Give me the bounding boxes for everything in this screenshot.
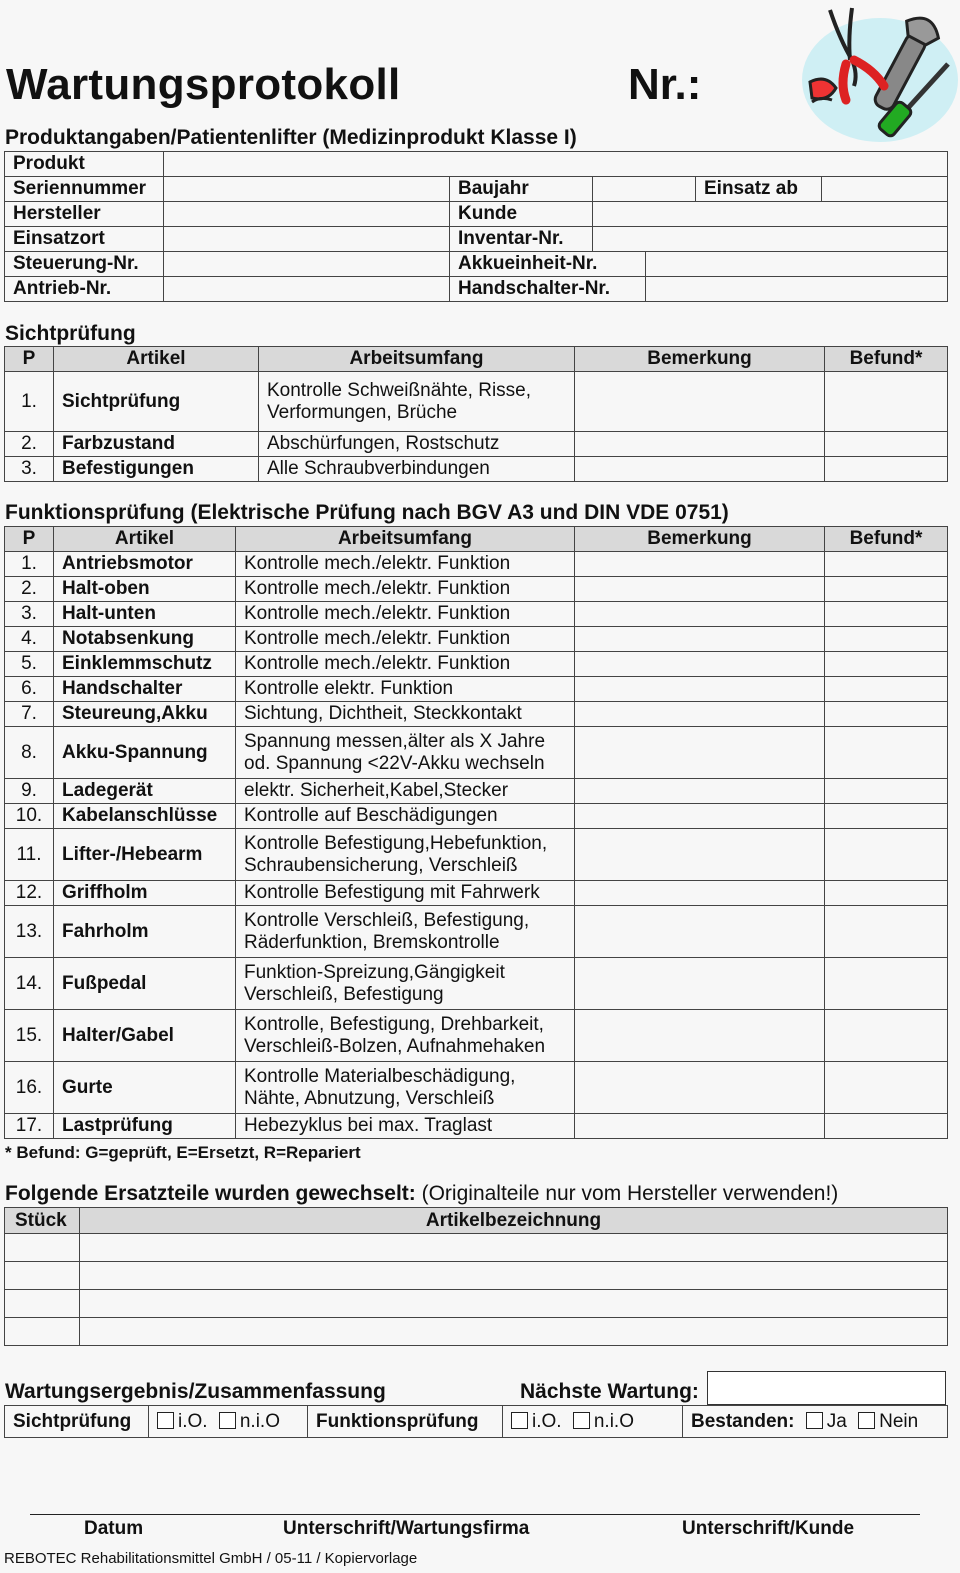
col-artikel: Artikel	[54, 527, 236, 552]
row-befund[interactable]	[825, 804, 948, 829]
row-umfang: Kontrolle Verschleiß, Befestigung, Räderfunktion, Bremskontrolle	[236, 906, 575, 958]
row-bemerkung[interactable]	[575, 1062, 825, 1114]
sicht-result-options	[149, 1406, 308, 1438]
funktion-heading: Funktionsprüfung (Elektrische Prüfung nach BGV A3 und DIN VDE 0751)	[5, 501, 729, 524]
col-artikelbezeichnung: Artikelbezeichnung	[80, 1208, 948, 1234]
row-artikel: Handschalter	[54, 677, 236, 702]
next-maintenance-field[interactable]	[707, 1371, 946, 1405]
row-bemerkung[interactable]	[575, 602, 825, 627]
row-bemerkung[interactable]	[575, 881, 825, 906]
row-umfang: Sichtung, Dichtheit, Steckkontakt	[236, 702, 575, 727]
row-umfang: Kontrolle mech./elektr. Funktion	[236, 602, 575, 627]
row-number: 5.	[5, 652, 54, 677]
antrieb-label: Antrieb-Nr.	[5, 277, 164, 302]
row-umfang: Kontrolle mech./elektr. Funktion	[236, 652, 575, 677]
row-number: 1.	[5, 372, 54, 432]
sicht-io-label: i.O.	[178, 1410, 208, 1432]
row-bemerkung[interactable]	[575, 652, 825, 677]
row-number: 2.	[5, 577, 54, 602]
ersatz-heading	[5, 1182, 838, 1206]
row-artikel: Steureung,Akku	[54, 702, 236, 727]
row-befund[interactable]	[825, 1062, 948, 1114]
table-row	[5, 779, 948, 804]
table-row	[5, 829, 948, 881]
row-number: 10.	[5, 804, 54, 829]
next-maintenance-label: Nächste Wartung:	[520, 1380, 699, 1403]
ja-label: Ja	[826, 1410, 847, 1432]
stueck-field[interactable]	[5, 1318, 80, 1346]
row-bemerkung[interactable]	[575, 727, 825, 779]
col-befund: Befund*	[825, 347, 948, 372]
row-number: 8.	[5, 727, 54, 779]
row-umfang: Spannung messen,älter als X Jahre od. Spannung <22V-Akku wechseln	[236, 727, 575, 779]
stueck-field[interactable]	[5, 1262, 80, 1290]
row-bemerkung[interactable]	[575, 906, 825, 958]
einsatz-ab-label: Einsatz ab	[696, 177, 822, 202]
row-number: 9.	[5, 779, 54, 804]
tools-illustration	[790, 2, 958, 150]
row-befund[interactable]	[825, 677, 948, 702]
ja-checkbox[interactable]	[806, 1412, 823, 1429]
row-befund[interactable]	[825, 577, 948, 602]
artikel-field[interactable]	[80, 1262, 948, 1290]
funktion-io-checkbox[interactable]	[511, 1412, 528, 1429]
row-befund[interactable]	[825, 881, 948, 906]
funktion-nio-checkbox[interactable]	[573, 1412, 590, 1429]
row-number: 1.	[5, 552, 54, 577]
row-bemerkung[interactable]	[575, 829, 825, 881]
ergebnis-heading: Wartungsergebnis/Zusammenfassung	[5, 1380, 386, 1403]
row-artikel: Halt-oben	[54, 577, 236, 602]
row-bemerkung[interactable]	[575, 552, 825, 577]
row-artikel: Einklemmschutz	[54, 652, 236, 677]
row-umfang: Kontrolle Befestigung,Hebefunktion, Schraubensicherung, Verschleiß	[236, 829, 575, 881]
table-row	[5, 1062, 948, 1114]
row-befund[interactable]	[825, 457, 948, 482]
einsatzort-field[interactable]	[164, 227, 450, 252]
baujahr-field[interactable]	[593, 177, 696, 202]
table-row	[5, 432, 948, 457]
product-table	[4, 151, 948, 302]
row-artikel: Halter/Gabel	[54, 1010, 236, 1062]
row-befund[interactable]	[825, 432, 948, 457]
stueck-field[interactable]	[5, 1234, 80, 1262]
table-row	[5, 1114, 948, 1139]
nein-checkbox[interactable]	[858, 1412, 875, 1429]
row-artikel: Sichtprüfung	[54, 372, 259, 432]
col-stueck: Stück	[5, 1208, 80, 1234]
row-number: 3.	[5, 602, 54, 627]
steuerung-label: Steuerung-Nr.	[5, 252, 164, 277]
sicht-heading: Sichtprüfung	[5, 322, 136, 345]
col-arbeitsumfang: Arbeitsumfang	[236, 527, 575, 552]
col-bemerkung: Bemerkung	[575, 527, 825, 552]
footer-credit: REBOTEC Rehabilitationsmittel GmbH / 05-11 / Kopiervorlage	[4, 1550, 418, 1567]
row-number: 6.	[5, 677, 54, 702]
ersatz-heading-bold: Folgende Ersatzteile wurden gewechselt:	[5, 1182, 416, 1205]
row-number: 4.	[5, 627, 54, 652]
funktion-nio-label: n.i.O	[593, 1410, 634, 1432]
row-umfang: Abschürfungen, Rostschutz	[259, 432, 575, 457]
einsatz-ab-field[interactable]	[822, 177, 948, 202]
signature-customer-label: Unterschrift/Kunde	[682, 1518, 855, 1539]
col-arbeitsumfang: Arbeitsumfang	[259, 347, 575, 372]
row-number: 13.	[5, 906, 54, 958]
col-p: P	[5, 347, 54, 372]
befund-footnote: * Befund: G=geprüft, E=Ersetzt, R=Repariert	[5, 1143, 361, 1162]
table-row	[5, 906, 948, 958]
table-row	[5, 677, 948, 702]
seriennummer-label: Seriennummer	[5, 177, 164, 202]
table-row	[5, 602, 948, 627]
row-umfang: Alle Schraubverbindungen	[259, 457, 575, 482]
col-artikel: Artikel	[54, 347, 259, 372]
row-befund[interactable]	[825, 727, 948, 779]
handschalter-label: Handschalter-Nr.	[450, 277, 646, 302]
table-row	[5, 577, 948, 602]
col-bemerkung: Bemerkung	[575, 347, 825, 372]
table-row	[5, 727, 948, 779]
row-befund[interactable]	[825, 829, 948, 881]
ersatz-table	[4, 1207, 948, 1346]
sicht-nio-label: n.i.O	[239, 1410, 280, 1432]
row-befund[interactable]	[825, 702, 948, 727]
row-bemerkung[interactable]	[575, 702, 825, 727]
col-p: P	[5, 527, 54, 552]
ergebnis-table	[4, 1405, 948, 1438]
sicht-io-checkbox[interactable]	[157, 1412, 174, 1429]
row-befund[interactable]	[825, 602, 948, 627]
row-bemerkung[interactable]	[575, 627, 825, 652]
product-heading: Produktangaben/Patientenlifter (Medizinprodukt Klasse I)	[5, 126, 577, 149]
funktion-table	[4, 526, 948, 1139]
handschalter-field[interactable]	[646, 277, 948, 302]
table-row	[5, 627, 948, 652]
col-befund: Befund*	[825, 527, 948, 552]
akkueinheit-field[interactable]	[646, 252, 948, 277]
bestanden-cell	[683, 1406, 948, 1438]
seriennummer-field[interactable]	[164, 177, 450, 202]
sicht-table	[4, 346, 948, 482]
row-number: 16.	[5, 1062, 54, 1114]
row-artikel: Antriebsmotor	[54, 552, 236, 577]
page-title: Wartungsprotokoll	[6, 60, 401, 109]
row-befund[interactable]	[825, 958, 948, 1010]
row-bemerkung[interactable]	[575, 779, 825, 804]
row-artikel: Akku-Spannung	[54, 727, 236, 779]
baujahr-label: Baujahr	[450, 177, 593, 202]
row-umfang: Kontrolle, Befestigung, Drehbarkeit, Verschleiß-Bolzen, Aufnahmehaken	[236, 1010, 575, 1062]
row-artikel: Befestigungen	[54, 457, 259, 482]
row-artikel: Fußpedal	[54, 958, 236, 1010]
table-row	[5, 552, 948, 577]
row-bemerkung[interactable]	[575, 1010, 825, 1062]
row-number: 2.	[5, 432, 54, 457]
row-bemerkung[interactable]	[575, 457, 825, 482]
row-befund[interactable]	[825, 1010, 948, 1062]
row-number: 17.	[5, 1114, 54, 1139]
row-umfang: Kontrolle Schweißnähte, Risse, Verformungen, Brüche	[259, 372, 575, 432]
sicht-result-label: Sichtprüfung	[5, 1406, 149, 1438]
row-befund[interactable]	[825, 552, 948, 577]
row-number: 14.	[5, 958, 54, 1010]
row-umfang: Kontrolle mech./elektr. Funktion	[236, 552, 575, 577]
row-umfang: Kontrolle elektr. Funktion	[236, 677, 575, 702]
row-artikel: Halt-unten	[54, 602, 236, 627]
row-bemerkung[interactable]	[575, 958, 825, 1010]
row-artikel: Farbzustand	[54, 432, 259, 457]
row-umfang: Hebezyklus bei max. Traglast	[236, 1114, 575, 1139]
akkueinheit-label: Akkueinheit-Nr.	[450, 252, 646, 277]
table-row	[5, 702, 948, 727]
hersteller-label: Hersteller	[5, 202, 164, 227]
row-number: 15.	[5, 1010, 54, 1062]
kunde-field[interactable]	[593, 202, 948, 227]
row-befund[interactable]	[825, 779, 948, 804]
row-number: 3.	[5, 457, 54, 482]
row-umfang: Kontrolle Materialbeschädigung, Nähte, Abnutzung, Verschleiß	[236, 1062, 575, 1114]
datum-label: Datum	[84, 1518, 144, 1539]
row-artikel: Lastprüfung	[54, 1114, 236, 1139]
row-number: 11.	[5, 829, 54, 881]
table-row	[5, 958, 948, 1010]
row-umfang: Kontrolle mech./elektr. Funktion	[236, 627, 575, 652]
row-artikel: Notabsenkung	[54, 627, 236, 652]
row-artikel: Fahrholm	[54, 906, 236, 958]
row-bemerkung[interactable]	[575, 432, 825, 457]
sicht-nio-checkbox[interactable]	[219, 1412, 236, 1429]
artikel-field[interactable]	[80, 1234, 948, 1262]
row-bemerkung[interactable]	[575, 804, 825, 829]
funktion-result-label: Funktionsprüfung	[308, 1406, 503, 1438]
table-row	[5, 804, 948, 829]
row-bemerkung[interactable]	[575, 577, 825, 602]
row-bemerkung[interactable]	[575, 372, 825, 432]
row-befund[interactable]	[825, 627, 948, 652]
antrieb-field[interactable]	[164, 277, 450, 302]
nein-label: Nein	[879, 1410, 919, 1432]
row-bemerkung[interactable]	[575, 1114, 825, 1139]
row-umfang: Kontrolle Befestigung mit Fahrwerk	[236, 881, 575, 906]
funktion-io-label: i.O.	[532, 1410, 562, 1432]
row-befund[interactable]	[825, 906, 948, 958]
table-row	[5, 457, 948, 482]
row-befund[interactable]	[825, 652, 948, 677]
row-artikel: Lifter-/Hebearm	[54, 829, 236, 881]
ersatz-heading-note: (Originalteile nur vom Hersteller verwenden!)	[421, 1182, 839, 1205]
signature-line	[30, 1514, 920, 1515]
row-artikel: Kabelanschlüsse	[54, 804, 236, 829]
table-row	[5, 881, 948, 906]
row-artikel: Griffholm	[54, 881, 236, 906]
row-umfang: Kontrolle mech./elektr. Funktion	[236, 577, 575, 602]
kunde-label: Kunde	[450, 202, 593, 227]
steuerung-field[interactable]	[164, 252, 450, 277]
row-number: 12.	[5, 881, 54, 906]
produkt-label: Produkt	[5, 152, 164, 177]
table-row	[5, 1010, 948, 1062]
table-row	[5, 652, 948, 677]
table-row	[5, 372, 948, 432]
row-bemerkung[interactable]	[575, 677, 825, 702]
row-artikel: Ladegerät	[54, 779, 236, 804]
row-umfang: elektr. Sicherheit,Kabel,Stecker	[236, 779, 575, 804]
inventar-field[interactable]	[593, 227, 948, 252]
artikel-field[interactable]	[80, 1290, 948, 1318]
row-umfang: Funktion-Spreizung,Gängigkeit Verschleiß, Befestigung	[236, 958, 575, 1010]
artikel-field[interactable]	[80, 1318, 948, 1346]
einsatzort-label: Einsatzort	[5, 227, 164, 252]
hersteller-field[interactable]	[164, 202, 450, 227]
row-umfang: Kontrolle auf Beschädigungen	[236, 804, 575, 829]
inventar-label: Inventar-Nr.	[450, 227, 593, 252]
funktion-result-options	[503, 1406, 683, 1438]
row-befund[interactable]	[825, 1114, 948, 1139]
row-artikel: Gurte	[54, 1062, 236, 1114]
signature-firm-label: Unterschrift/Wartungsfirma	[283, 1518, 530, 1539]
produkt-field[interactable]	[164, 152, 948, 177]
bestanden-label: Bestanden:	[691, 1410, 795, 1432]
number-label: Nr.:	[628, 60, 702, 109]
row-befund[interactable]	[825, 372, 948, 432]
stueck-field[interactable]	[5, 1290, 80, 1318]
row-number: 7.	[5, 702, 54, 727]
